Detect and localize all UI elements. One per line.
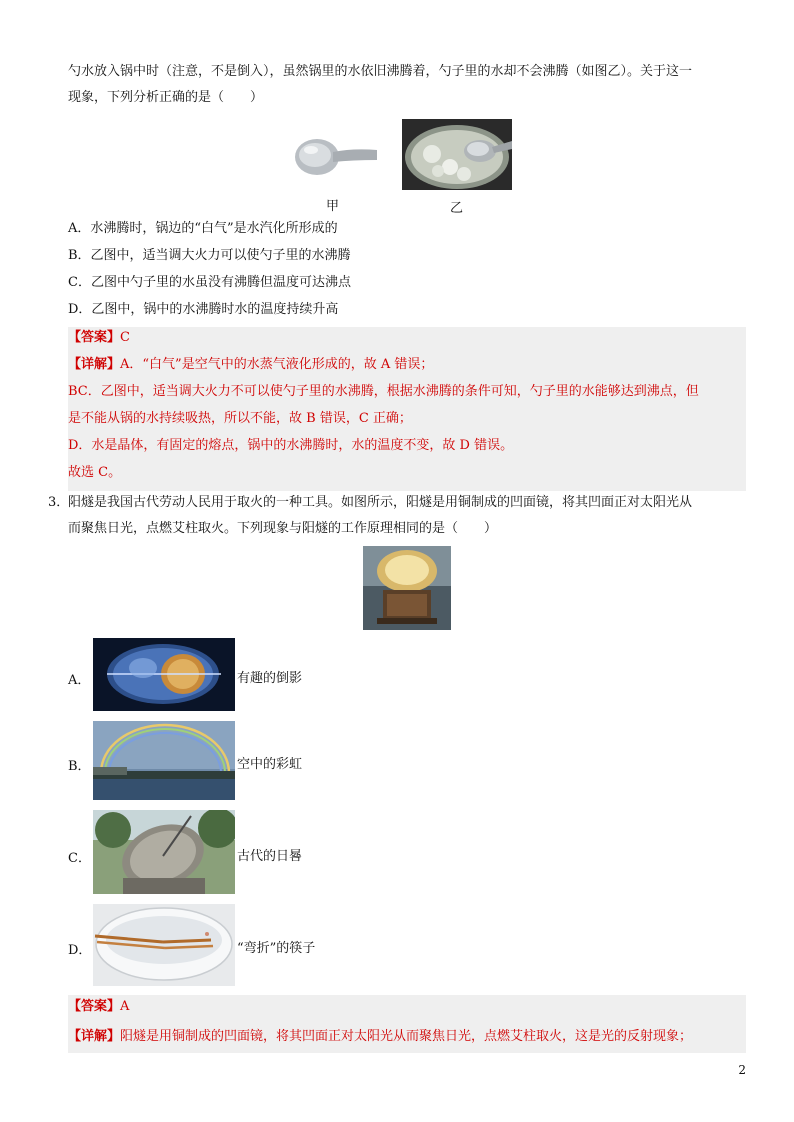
caption-yi: 乙 [450, 201, 464, 216]
q2-detail-line4: D．水是晶体，有固定的熔点，锅中的水沸腾时，水的温度不变，故 D 错误。 [68, 438, 514, 453]
q2-answer-value: C [120, 330, 130, 345]
spoon-image-jia [293, 128, 379, 186]
q3-option-d-text: “弯折”的筷子 [237, 941, 316, 956]
page-number: 2 [738, 1063, 746, 1077]
yangsui-image [363, 546, 451, 630]
q2-answer-tag: 【答案】 [68, 330, 121, 345]
q2-answer [68, 329, 130, 347]
q3-option-d-label: D． [68, 943, 92, 958]
q3-stem-line2: 而聚焦日光，点燃艾柱取火。下列现象与阳燧的工作原理相同的是（ ） [68, 521, 498, 536]
q2-detail-tag: 【详解】 [68, 357, 121, 372]
q3-detail-tag: 【详解】 [68, 1029, 121, 1044]
q2-stem-line1: 勺水放入锅中时（注意，不是倒入），虽然锅里的水依旧沸腾着，勺子里的水却不会沸腾（如图乙）。关于这一 [68, 64, 693, 79]
q2-detail-line2: BC．乙图中，适当调大火力不可以使勺子里的水沸腾，根据水沸腾的条件可知，勺子里的水能够达到沸点，但 [68, 384, 699, 399]
q2-detail-line5: 故选 C。 [68, 465, 122, 480]
q2-stem-line2: 现象，下列分析正确的是（ ） [68, 90, 264, 105]
q2-answer-block [68, 327, 746, 491]
q2-detail-line3: 是不能从锅的水持续吸热，所以不能，故 B 错误，C 正确； [68, 411, 412, 426]
reflection-image [93, 638, 235, 711]
q3-option-a-text: 有趣的倒影 [237, 671, 303, 686]
q3-option-c-label: C． [68, 851, 91, 866]
q3-option-b-text: 空中的彩虹 [237, 757, 303, 772]
q2-option-a: A．水沸腾时，锅边的“白气”是水汽化所形成的 [68, 221, 338, 236]
q3-detail-line1: 【详解】阳燧是用铜制成的凹面镜，将其凹面正对太阳光从而聚焦日光，点燃艾柱取火，这是光的反射现象； [68, 1029, 693, 1044]
q3-answer [68, 998, 129, 1016]
q2-detail-line1: 【详解】A．“白气”是空气中的水蒸气液化形成的，故 A 错误； [68, 357, 434, 372]
chopsticks-image [93, 904, 235, 986]
q3-answer-value: A [120, 999, 130, 1014]
caption-jia: 甲 [326, 199, 340, 214]
q2-option-b: B．乙图中，适当调大火力可以使勺子里的水沸腾 [68, 248, 351, 263]
q2-option-d: D．乙图中，锅中的水沸腾时水的温度持续升高 [68, 302, 339, 317]
q3-option-b-label: B． [68, 759, 91, 774]
q3-option-c-text: 古代的日晷 [237, 849, 303, 864]
q3-answer-tag: 【答案】 [68, 999, 121, 1014]
q3-number: 3． [48, 495, 70, 510]
q2-option-c: C．乙图中勺子里的水虽没有沸腾但温度可达沸点 [68, 275, 351, 290]
sundial-image [93, 810, 235, 894]
pot-image-yi [402, 119, 512, 190]
rainbow-image [93, 721, 235, 800]
q3-stem-line1: 阳燧是我国古代劳动人民用于取火的一种工具。如图所示，阳燧是用铜制成的凹面镜，将其凹面正对太阳光从 [68, 495, 693, 510]
q3-option-a-label: A． [68, 673, 91, 688]
